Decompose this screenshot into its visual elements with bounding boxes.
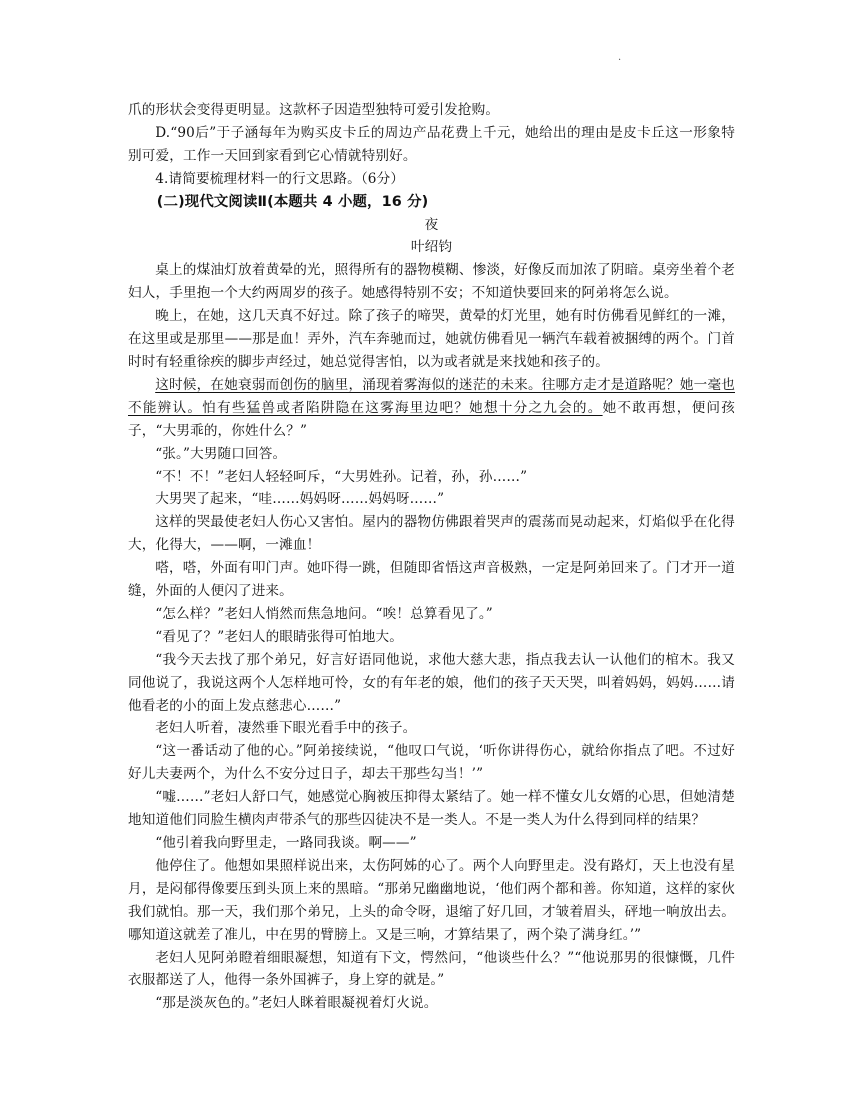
story-paragraph: 这样的哭最使老妇人伤心又害怕。屋内的器物仿佛跟着哭声的震荡而晃动起来，灯焰似乎在化得大，化得大，——啊，一滩血！ [128,514,735,554]
story-paragraph: 他停住了。他想如果照样说出来，太伤阿姊的心了。两个人向野里走。没有路灯，天上也没有星月，是闷郁得像要压到头顶上来的黑暗。“那弟兄幽幽地说，‘他们两个都和善。你知道，这样的家伙我们就怕。那一天，我们那个弟兄，上头的命令呀，退缩了好几回，才皱着眉头，砰地一响放出去。哪知道这就差了准儿，中在男的臂膀上。又是三响，才算结果了，两个染了满身红。’” [128,857,735,943]
underlined-passage: 这时候，在她衰弱而创伤的脑里，涌现着雾海似的迷茫的未来。往哪方走才是道路呢？她一毫也不能辨认。怕有些猛兽或者陷阱隐在这雾海里边吧？她想十分之九会的。 [128,376,735,416]
story-title: 夜 [424,216,439,233]
story-paragraph: “不！不！”老妇人轻轻呵斥，“大男姓孙。记着，孙，孙……” [155,468,528,485]
story-author: 叶绍钧 [410,239,453,256]
question-4: 4.请简要梳理材料一的行文思路。（6分） [155,170,405,187]
story-paragraph: “他引着我向野里走，一路同我谈。啊——” [155,835,417,851]
story-paragraph: 老妇人听着，凄然垂下眼光看手中的孩子。 [155,720,417,737]
story-paragraph: 桌上的煤油灯放着黄晕的光，照得所有的器物模糊、惨淡，好像反而加浓了阴暗。桌旁坐着个老妇人，手里抱一个大约两周岁的孩子。她感得特别不安；不知道快要回来的阿弟将怎么说。 [128,262,735,302]
story-paragraph: “我今天去找了那个弟兄，好言好语同他说，求他大慈大悲，指点我去认一认他们的棺木。我又同他说了，我说这两个人怎样地可怜，女的有年老的娘，他们的孩子天天哭，叫着妈妈，妈妈……请他看老的小的面上发点慈悲心……” [128,651,735,714]
story-paragraph: 老妇人见阿弟瞪着细眼凝想，知道有下文，愕然问，“他谈些什么？”“他说那男的很慷慨，几件衣服都送了人，他得一条外国裤子，身上穿的就是。” [128,949,735,989]
paragraph-continuation: 爪的形状会变得更明显。这款杯子因造型独特可爱引发抢购。 [128,102,500,118]
story-paragraph: “嘘……”老妇人舒口气，她感觉心胸被压抑得太紧结了。她一样不懂女儿女婿的心思，但她清楚地知道他们同脸生横肉声带杀气的那些囚徒决不是一类人。不是一类人为什么得到同样的结果？ [128,789,735,829]
option-d: D.“90后”于子涵每年为购买皮卡丘的周边产品花费上千元，她给出的理由是皮卡丘这一形象特别可爱，工作一天回到家看到它心情就特别好。 [128,124,735,164]
story-paragraph: “看见了？”老妇人的眼睛张得可怕地大。 [155,628,404,645]
story-paragraph: “这一番话动了他的心。”阿弟接续说，“他叹口气说，‘听你讲得伤心，就给你指点了吧。不过好好儿夫妻两个，为什么不安分过日子，却去干那些勾当！’” [128,743,735,783]
story-paragraph: “怎么样？”老妇人悄然而焦急地问。“唉！总算看见了。” [155,605,493,622]
section-heading: (二)现代文阅读Ⅱ(本题共 4 小题，16 分) [156,193,429,210]
story-paragraph-underlined [128,374,735,443]
story-paragraph: 嗒，嗒，外面有叩门声。她吓得一跳，但随即省悟这声音极熟，一定是阿弟回来了。门才开一道缝，外面的人便闪了进来。 [128,560,735,600]
story-paragraph: “那是淡灰色的。”老妇人眯着眼凝视着灯火说。 [155,995,438,1012]
story-paragraph: “张。”大男随口回答。 [155,445,287,462]
story-paragraph: 晚上，在她，这几天真不好过。除了孩子的啼哭，黄晕的灯光里，她有时仿佛看见鲜红的一滩，在这里或是那里——那是血！弄外，汽车奔驰而过，她就仿佛看见一辆汽车载着被捆缚的两个。门首时时有轻重徐疾的脚步声经过，她总觉得害怕，以为或者就是来找她和孩子的。 [128,308,735,370]
page-header-mark: . [618,52,622,63]
story-paragraph: 大男哭了起来，“哇……妈妈呀……妈妈呀……” [155,491,445,508]
document-body [128,99,735,1015]
paragraph-tail: 她不敢再想，便问孩子，“大男乖的，你姓什么？” [128,399,735,439]
